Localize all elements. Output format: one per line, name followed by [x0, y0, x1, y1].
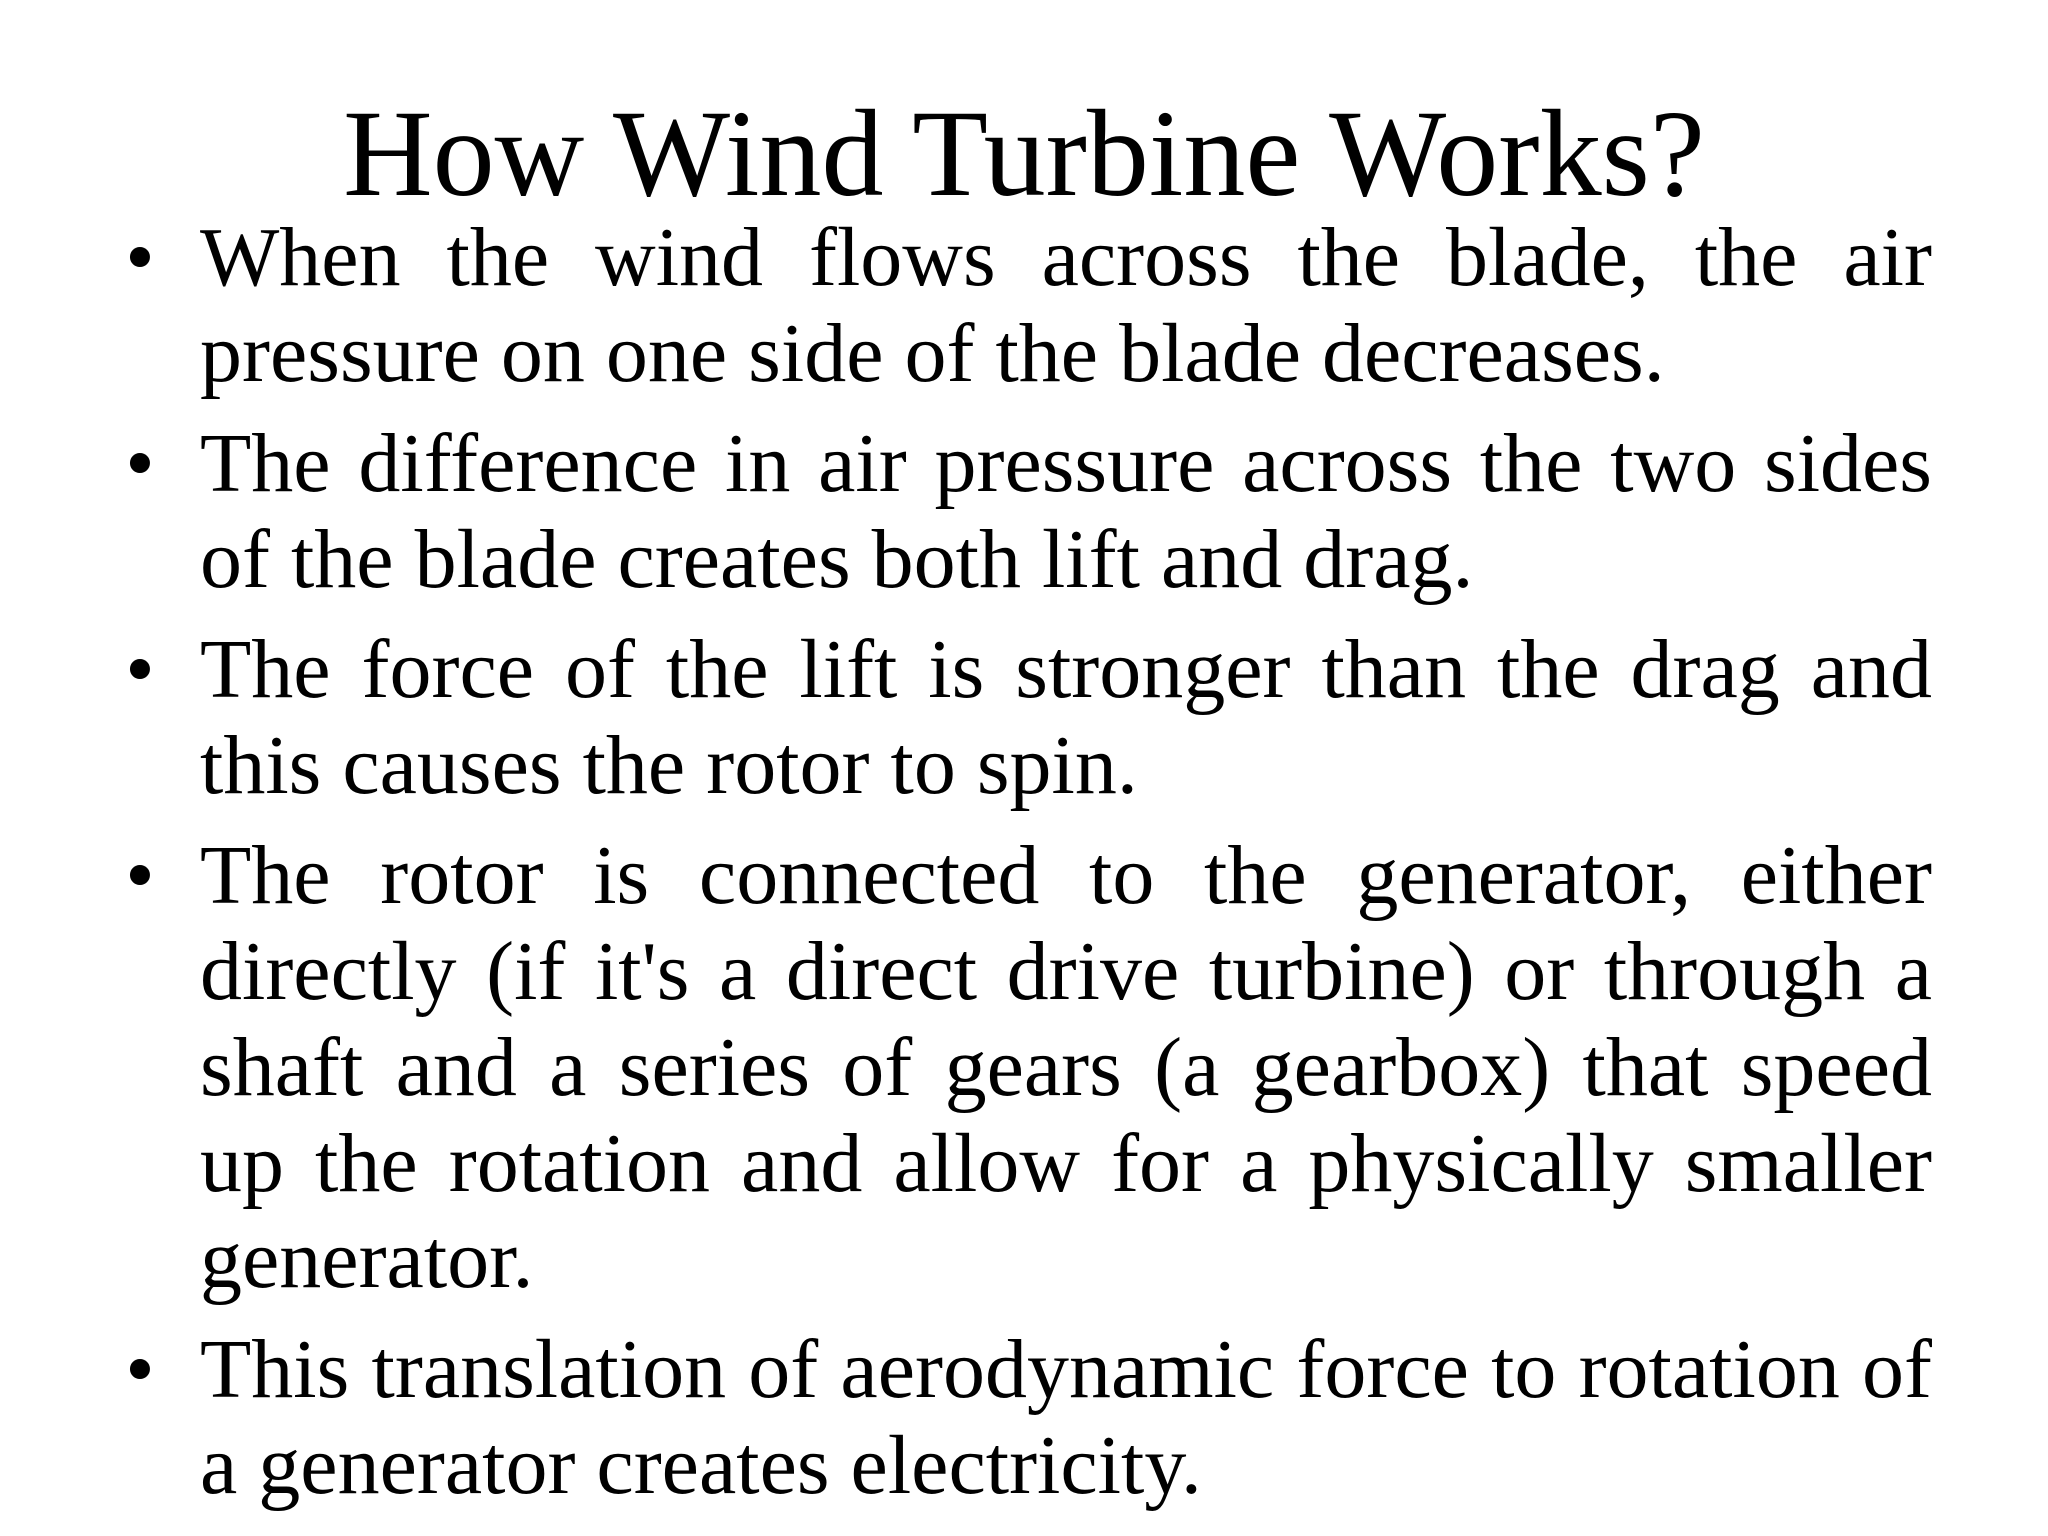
bullet-item	[125, 1322, 1932, 1514]
slide-title: How Wind Turbine Works?	[343, 85, 1705, 222]
bullet-text: When the wind flows across the blade, the air pressure on one side of the blade decreases.	[200, 211, 1932, 400]
bullet-text: The rotor is connected to the generator, either directly (if it's a direct drive turbine) or through a shaft and a series of gears (a gearbox) that speed up the rotation and allow for a physically smaller generator.	[200, 829, 1932, 1306]
bullet-icon: •	[125, 829, 155, 922]
bullet-icon: •	[125, 417, 155, 510]
bullet-icon: •	[125, 211, 155, 304]
bullet-item	[125, 828, 1932, 1308]
bullet-text: The force of the lift is stronger than the drag and this causes the rotor to spin.	[200, 623, 1932, 812]
bullet-item	[125, 622, 1932, 814]
bullet-icon: •	[125, 623, 155, 716]
bullet-item	[125, 210, 1932, 402]
bullet-text: This translation of aerodynamic force to rotation of a generator creates electricity.	[200, 1323, 1932, 1512]
bullet-text: The difference in air pressure across the two sides of the blade creates both lift and drag.	[200, 417, 1932, 606]
bullet-list	[0, 210, 2048, 1528]
bullet-icon: •	[125, 1323, 155, 1416]
bullet-item	[125, 416, 1932, 608]
